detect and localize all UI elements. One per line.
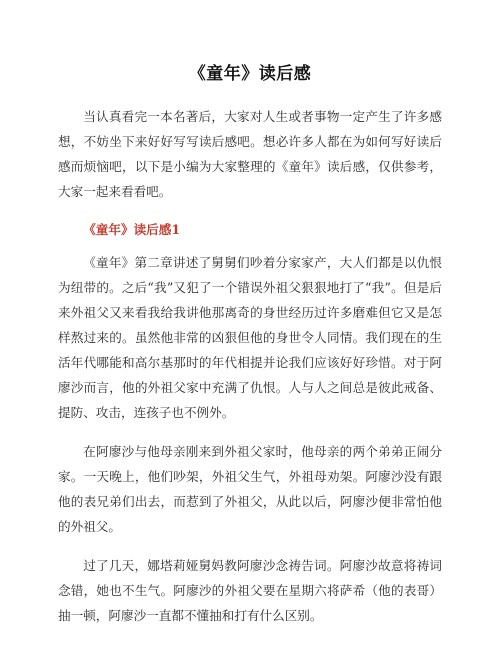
intro-paragraph: 当认真看完一本名著后，大家对人生或者事物一定产生了许多感想，不妨坐下来好好写写读后感吧。想必许多人都在为如何写好读后感而烦恼吧，以下是小编为大家整理的《童年》读后感，仅供参考，大家一起来看看吧。 [58,109,442,199]
body-paragraph-2: 在阿廖沙与他母亲刚来到外祖父家时，他母亲的两个弟弟正闹分家。一天晚上，他们吵架，外祖父生气，外祖母劝架。阿廖沙没有跟他的表兄弟们出去，而惹到了外祖父，从此以后，阿廖沙便非常怕他的外祖父。 [58,444,442,534]
document-title: 《童年》读后感 [188,64,312,84]
body-paragraph-1: 《童年》第二章讲述了舅舅们吵着分家家产，大人们都是以仇恨为纽带的。之后“我”又犯了一个错误外祖父狠狠地打了“我”。但是后来外祖父又来看我给我讲他那离奇的身世经历过许多磨难但它又是怎样熬过来的。虽然他非常的凶狠但他的身世令人同情。我们现在的生活年代哪能和高尔基那时的年代相提并论我们应该好好珍惜。对于阿廖沙而言，他的外祖父家中充满了仇恨。人与人之间总是彼此戒备、提防、攻击，连孩子也不例外。 [58,255,442,420]
section-heading: 《童年》读后感1 [83,222,181,237]
body-paragraph-3: 过了几天，娜塔莉娅舅妈教阿廖沙念祷告词。阿廖沙故意将祷词念错，她也不生气。阿廖沙的外祖父要在星期六将萨希（他的表哥）抽一顿，阿廖沙一直都不懂抽和打有什么区别。 [58,558,442,623]
